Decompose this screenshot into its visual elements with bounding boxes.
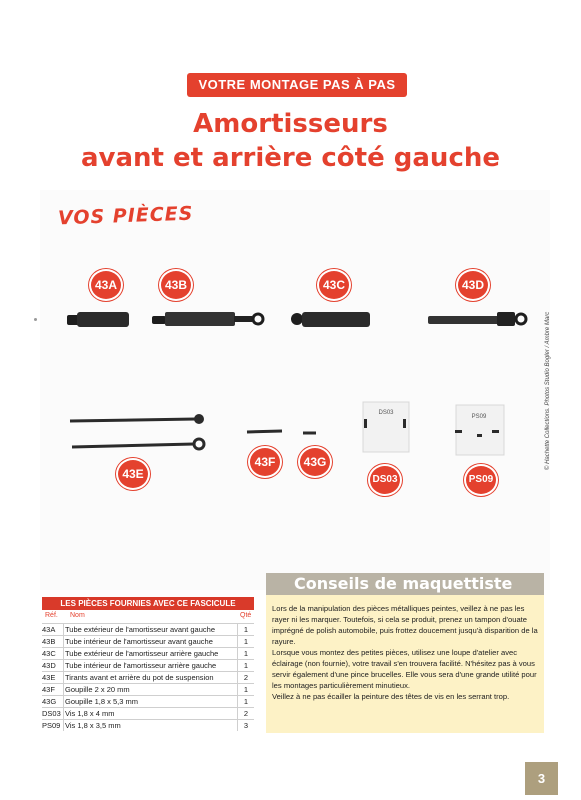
- part-43c-image: [291, 312, 370, 327]
- conseils-title: Conseils de maquettiste: [266, 573, 544, 595]
- part-ps09-bag: [455, 405, 504, 455]
- table-row: [42, 635, 254, 647]
- row-name: Vis 1,8 x 4 mm: [65, 709, 115, 718]
- row-ref: 43C: [42, 649, 56, 658]
- row-name: Vis 1,8 x 3,5 mm: [65, 721, 121, 730]
- row-qty: 2: [243, 709, 249, 718]
- row-qty: 1: [243, 697, 249, 706]
- badge-43c: 43C: [317, 269, 351, 301]
- part-ds03-bag: [363, 402, 409, 452]
- ps09-bag-label: PS09: [471, 414, 487, 420]
- section-banner: VOTRE MONTAGE PAS À PAS: [187, 73, 407, 97]
- row-ref: 43E: [42, 673, 56, 682]
- badge-43e: 43E: [116, 458, 150, 490]
- page-title-line1: Amortisseurs: [193, 109, 388, 139]
- part-43b-image: [152, 312, 263, 326]
- part-43e-image: [70, 414, 204, 449]
- badge-43d: 43D: [456, 269, 490, 301]
- page-number: 3: [525, 762, 558, 795]
- row-name: Tube intérieur de l'amortisseur arrière gauche: [65, 661, 217, 670]
- row-ref: 43B: [42, 637, 56, 646]
- conseils-paragraph: Lors de la manipulation des pièces métalliques peintes, veillez à ne pas les rayer ni les marquer. Toutefois, si cela se produit, prenez un tampon d'ouate imprégné de polish automobile, puis frottez doucement jusqu'à disparition de la rayure.: [272, 604, 538, 646]
- table-row: [42, 695, 254, 707]
- row-qty: 2: [243, 673, 249, 682]
- row-name: Goupille 2 x 20 mm: [65, 685, 130, 694]
- row-qty: 1: [243, 649, 249, 658]
- conseils-paragraph: Veillez à ne pas écailler la peinture des têtes de vis en les serrant trop.: [272, 692, 510, 701]
- row-qty: 3: [243, 721, 249, 730]
- row-qty: 1: [243, 625, 249, 634]
- photo-credit: © Hachette Collections. Photos Studio Bogler / Ambre Marc: [545, 311, 551, 470]
- row-name: Tube intérieur de l'amortisseur avant gauche: [65, 637, 213, 646]
- table-row: [42, 659, 254, 671]
- row-qty: 1: [243, 661, 249, 670]
- badge-ps09: PS09: [464, 464, 498, 496]
- table-row: [42, 623, 254, 635]
- table-row: [42, 647, 254, 659]
- row-ref: DS03: [42, 709, 61, 718]
- badge-43f: 43F: [248, 446, 282, 478]
- page-title-line2: avant et arrière côté gauche: [81, 143, 500, 173]
- part-43a-image: [67, 312, 129, 327]
- col-name: Nom: [70, 612, 85, 619]
- table-row: [42, 683, 254, 695]
- row-name: Goupille 1,8 x 5,3 mm: [65, 697, 138, 706]
- badge-ds03: DS03: [368, 464, 402, 496]
- row-name: Tirants avant et arrière du pot de suspension: [65, 673, 214, 682]
- conseils-paragraph: Lorsque vous montez des petites pièces, utilisez une loupe d'atelier avec éclairage (non fournie), votre travail s'en trouvera facilité. N'hésitez pas à vous servir également d'une pince brucelles. Elle vous sera d'une grande utilité pour les montages particulièrement minutieux.: [272, 648, 537, 690]
- parts-table-title: LES PIÈCES FOURNIES AVEC CE FASCICULE: [42, 597, 254, 610]
- badge-43a: 43A: [89, 269, 123, 301]
- row-qty: 1: [243, 637, 249, 646]
- badge-43g: 43G: [298, 446, 332, 478]
- row-qty: 1: [243, 685, 249, 694]
- parts-heading: VOS PIÈCES: [57, 202, 194, 230]
- row-name: Tube extérieur de l'amortisseur arrière gauche: [65, 649, 219, 658]
- row-ref: 43A: [42, 625, 56, 634]
- ds03-bag-label: DS03: [378, 410, 394, 416]
- row-ref: 43F: [42, 685, 55, 694]
- scan-mark: [34, 318, 37, 321]
- row-ref: PS09: [42, 721, 61, 730]
- part-43d-image: [428, 312, 526, 326]
- row-name: Tube extérieur de l'amortisseur avant gauche: [65, 625, 215, 634]
- badge-43b: 43B: [159, 269, 193, 301]
- table-row: [42, 719, 254, 731]
- col-ref: Réf.: [45, 612, 58, 619]
- table-row: [42, 671, 254, 683]
- table-row: [42, 707, 254, 719]
- conseils-body: [272, 603, 540, 702]
- row-ref: 43D: [42, 661, 56, 670]
- part-43f-image: [247, 431, 282, 432]
- row-ref: 43G: [42, 697, 57, 706]
- parts-table-header: [42, 611, 254, 622]
- col-qty: Qté: [240, 612, 252, 619]
